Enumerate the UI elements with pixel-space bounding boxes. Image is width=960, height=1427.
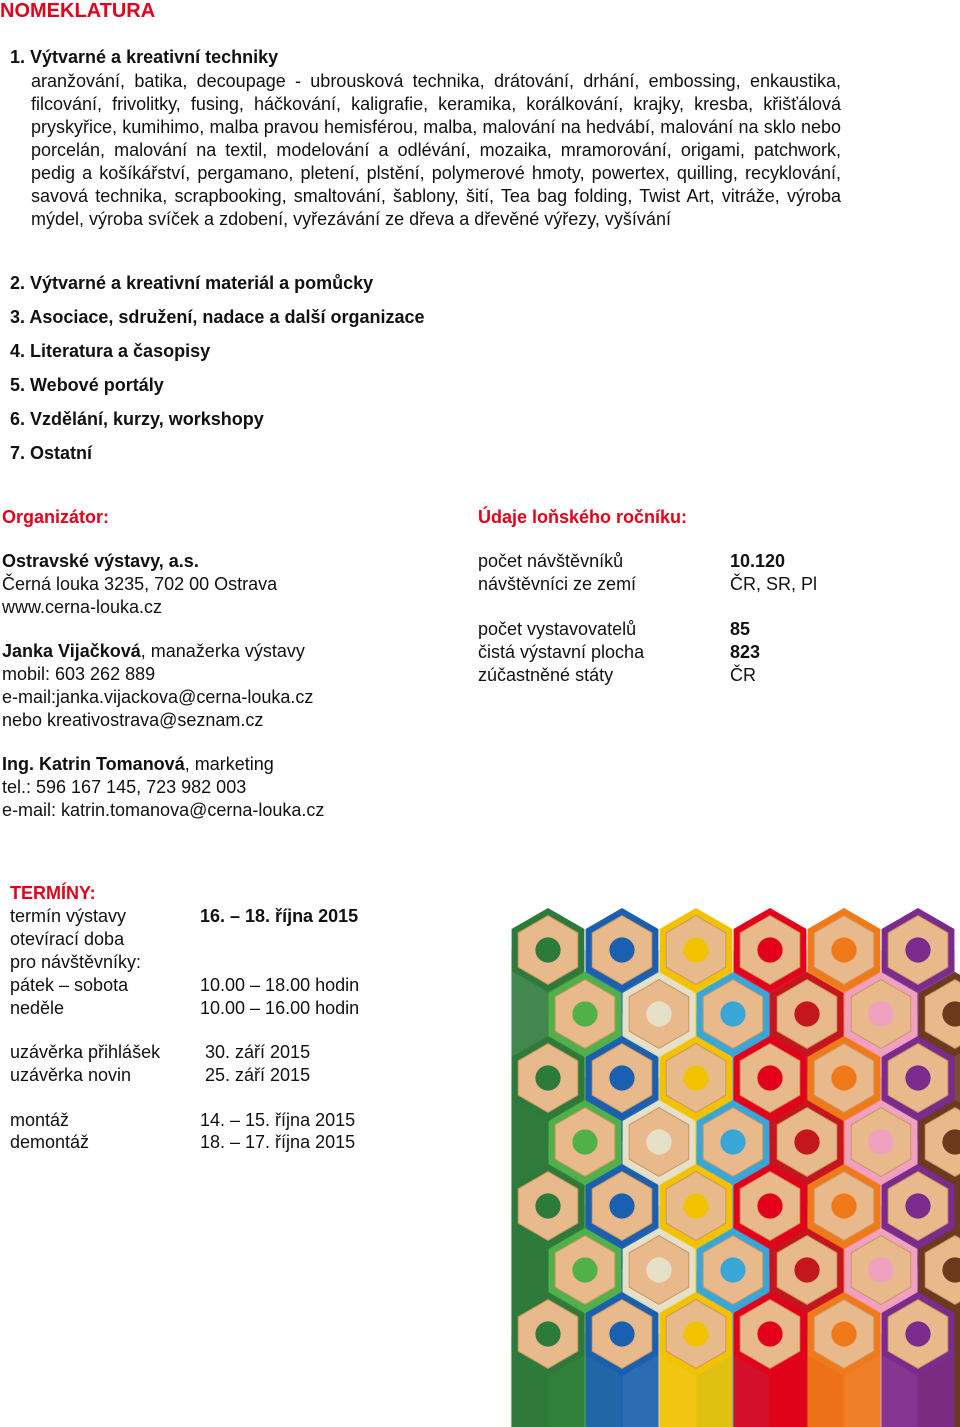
marketing-title: Ing. <box>2 754 34 774</box>
pencil-lead <box>609 1193 634 1218</box>
pencil-lead <box>572 1001 597 1026</box>
pencil-lead <box>609 937 634 962</box>
pencil-lead <box>720 1001 745 1026</box>
colored-pencils-image <box>498 890 960 1427</box>
pencil-lead <box>535 1065 560 1090</box>
pencil-lead <box>757 1321 782 1346</box>
organizer-heading: Organizátor: <box>2 507 110 527</box>
stat-label-visitors: počet návštěvníků <box>478 551 624 571</box>
pencil-lead <box>572 1129 597 1154</box>
pencil-lead <box>572 1257 597 1282</box>
pencil-lead <box>646 1001 671 1026</box>
section-heading-materials: 2. Výtvarné a kreativní materiál a pomůcky <box>10 273 374 293</box>
techniques-list: aranžování, batika, decoupage - ubrousková technika, drátování, drhání, embossing, enkaustika, filcování, frivolitky, fusing, háčkování, kaligrafie, keramika, korálkování, krajky, kresba, křišťálová pryskyřice, kumihimo, malba pravou hemisférou, malba, malování na hedvábí, malování na sklo nebo porcelán, malování na textil, modelování a odlévání, mozaika, mramorování, origami, patchwork, pedig a košíkářství, pergamano, pletení, plstění, polymerové hmoty, powertex, quilling, recyklování, savová technika, scrapbooking, smaltování, šablony, šití, Tea bag folding, Twist Art, vitráže, výroba mýdel, výroba svíček a zdobení, vyřezávání ze dřeva a dřevěné výřezy, vyšívání <box>31 71 841 229</box>
pencil-lead <box>905 1065 930 1090</box>
section-heading-education: 6. Vzdělání, kurzy, workshopy <box>10 409 264 429</box>
term-value-install: 14. – 15. října 2015 <box>200 1110 356 1130</box>
stat-value-exhibitors: 85 <box>730 619 751 639</box>
stat-label-exhibitors: počet vystavovatelů <box>478 619 637 639</box>
organizer-email-link[interactable]: e-mail:janka.vijackova@cerna-louka.cz <box>2 687 314 707</box>
marketing-email-link[interactable]: e-mail: katrin.tomanova@cerna-louka.cz <box>2 800 325 820</box>
page-title: NOMEKLATURA <box>0 0 156 22</box>
section-heading-techniques: 1. Výtvarné a kreativní techniky <box>10 47 279 67</box>
term-value-fri-sat: 10.00 – 18.00 hodin <box>200 975 360 995</box>
pencil-lead <box>868 1129 893 1154</box>
pencil-lead <box>868 1001 893 1026</box>
organizer-marketing <box>2 753 274 776</box>
pencil-lead <box>831 1193 856 1218</box>
section-heading-associations: 3. Asociace, sdružení, nadace a další organizace <box>10 307 425 327</box>
pencil-lead <box>831 937 856 962</box>
pencil-lead <box>905 937 930 962</box>
organizer-address: Černá louka 3235, 702 00 Ostrava <box>2 574 278 594</box>
term-label-uninstall: demontáž <box>10 1132 90 1152</box>
term-label-opening-2: pro návštěvníky: <box>10 952 142 972</box>
pencil-lead <box>535 1193 560 1218</box>
organizer-manager <box>2 640 305 663</box>
organizer-company: Ostravské výstavy, a.s. <box>2 551 199 571</box>
term-value-applications: 30. září 2015 <box>205 1042 311 1062</box>
term-value-exhibition: 16. – 18. října 2015 <box>200 906 359 926</box>
pencil-lead <box>683 1321 708 1346</box>
term-label-install: montáž <box>10 1110 70 1130</box>
pencil-lead <box>683 1193 708 1218</box>
stat-value-states: ČR <box>730 665 756 685</box>
marketing-name: Katrin Tomanová <box>39 754 185 774</box>
term-value-sunday: 10.00 – 16.00 hodin <box>200 998 360 1018</box>
organizer-email-alt-link[interactable]: nebo kreativostrava@seznam.cz <box>2 710 264 730</box>
last-year-heading: Údaje loňského ročníku: <box>478 507 688 527</box>
pencil-lead <box>831 1321 856 1346</box>
pencil-lead <box>646 1129 671 1154</box>
pencil-lead <box>757 1065 782 1090</box>
pencil-lead <box>683 937 708 962</box>
stat-label-area: čistá výstavní plocha <box>478 642 645 662</box>
pencil-lead <box>905 1321 930 1346</box>
pencil-lead <box>757 1193 782 1218</box>
pencil-lead <box>905 1193 930 1218</box>
term-value-news: 25. září 2015 <box>205 1065 311 1085</box>
pencil-lead <box>757 937 782 962</box>
term-label-exhibition: termín výstavy <box>10 906 127 926</box>
section-heading-portals: 5. Webové portály <box>10 375 164 395</box>
term-label-applications: uzávěrka přihlášek <box>10 1042 161 1062</box>
organizer-web-link[interactable]: www.cerna-louka.cz <box>2 597 163 617</box>
stat-label-countries: návštěvníci ze zemí <box>478 574 637 594</box>
pencil-lead <box>609 1321 634 1346</box>
pencil-lead <box>535 937 560 962</box>
stat-value-visitors: 10.120 <box>730 551 786 571</box>
pencil-lead <box>794 1257 819 1282</box>
stat-value-area: 823 <box>730 642 761 662</box>
stat-value-countries: ČR, SR, Pl <box>730 574 818 594</box>
pencil-lead <box>831 1065 856 1090</box>
pencil-lead <box>720 1129 745 1154</box>
section-heading-literature: 4. Literatura a časopisy <box>10 341 211 361</box>
term-label-opening-1: otevírací doba <box>10 929 125 949</box>
term-label-sunday: neděle <box>10 998 65 1018</box>
pencil-lead <box>868 1257 893 1282</box>
marketing-role: , marketing <box>184 754 274 774</box>
pencil-lead <box>794 1129 819 1154</box>
marketing-tel: tel.: 596 167 145, 723 982 003 <box>2 777 247 797</box>
terms-heading: TERMÍNY: <box>10 883 96 903</box>
section-heading-other: 7. Ostatní <box>10 443 93 463</box>
term-value-uninstall: 18. – 17. října 2015 <box>200 1132 356 1152</box>
term-label-news: uzávěrka novin <box>10 1065 132 1085</box>
pencil-lead <box>683 1065 708 1090</box>
stat-label-states: zúčastněné státy <box>478 665 614 685</box>
manager-role: , manažerka výstavy <box>140 641 305 661</box>
pencil-lead <box>535 1321 560 1346</box>
pencil-lead <box>609 1065 634 1090</box>
manager-name: Janka Vijačková <box>2 641 141 661</box>
pencil-lead <box>720 1257 745 1282</box>
organizer-mobile: mobil: 603 262 889 <box>2 664 156 684</box>
term-label-fri-sat: pátek – sobota <box>10 975 129 995</box>
pencil-lead <box>794 1001 819 1026</box>
pencil-lead <box>646 1257 671 1282</box>
